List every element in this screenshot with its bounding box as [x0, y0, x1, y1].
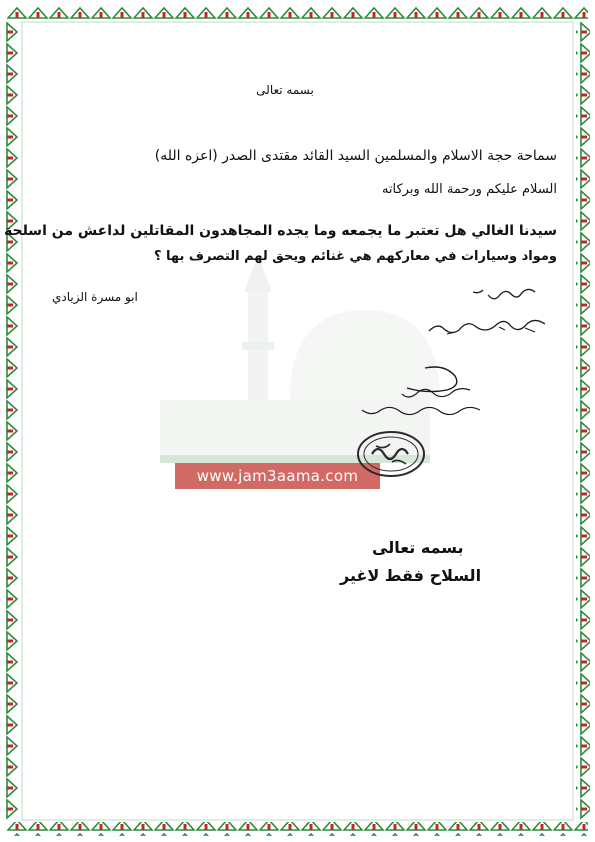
handwritten-signature: [330, 360, 490, 420]
reply-answer: السلاح فقط لاغير: [340, 566, 482, 585]
official-seal-stamp: [352, 428, 430, 480]
sender-name: ابو مسرة الزيادي: [52, 290, 138, 304]
question-line-2: ومواد وسيارات في معاركهم هي غنائم ويحق لهم التصرف بها ؟: [153, 249, 557, 264]
reply-title: بسمه تعالى: [372, 538, 464, 557]
letter-address: سماحة حجة الاسلام والمسلمين السيد القائد مقتدى الصدر (اعزه الله): [154, 148, 557, 164]
handwritten-reply: [385, 280, 560, 340]
letter-greeting: السلام عليكم ورحمة الله وبركاته: [381, 182, 557, 197]
letter-basmala: بسمه تعالى: [256, 83, 314, 97]
watermark-url: www.jam3aama.com: [175, 463, 380, 489]
question-line-1: سيدنا الغالي هل تعتبر ما يجمعه وما يجده المجاهدون المقاتلين لداعش من اسلحة: [4, 223, 557, 239]
